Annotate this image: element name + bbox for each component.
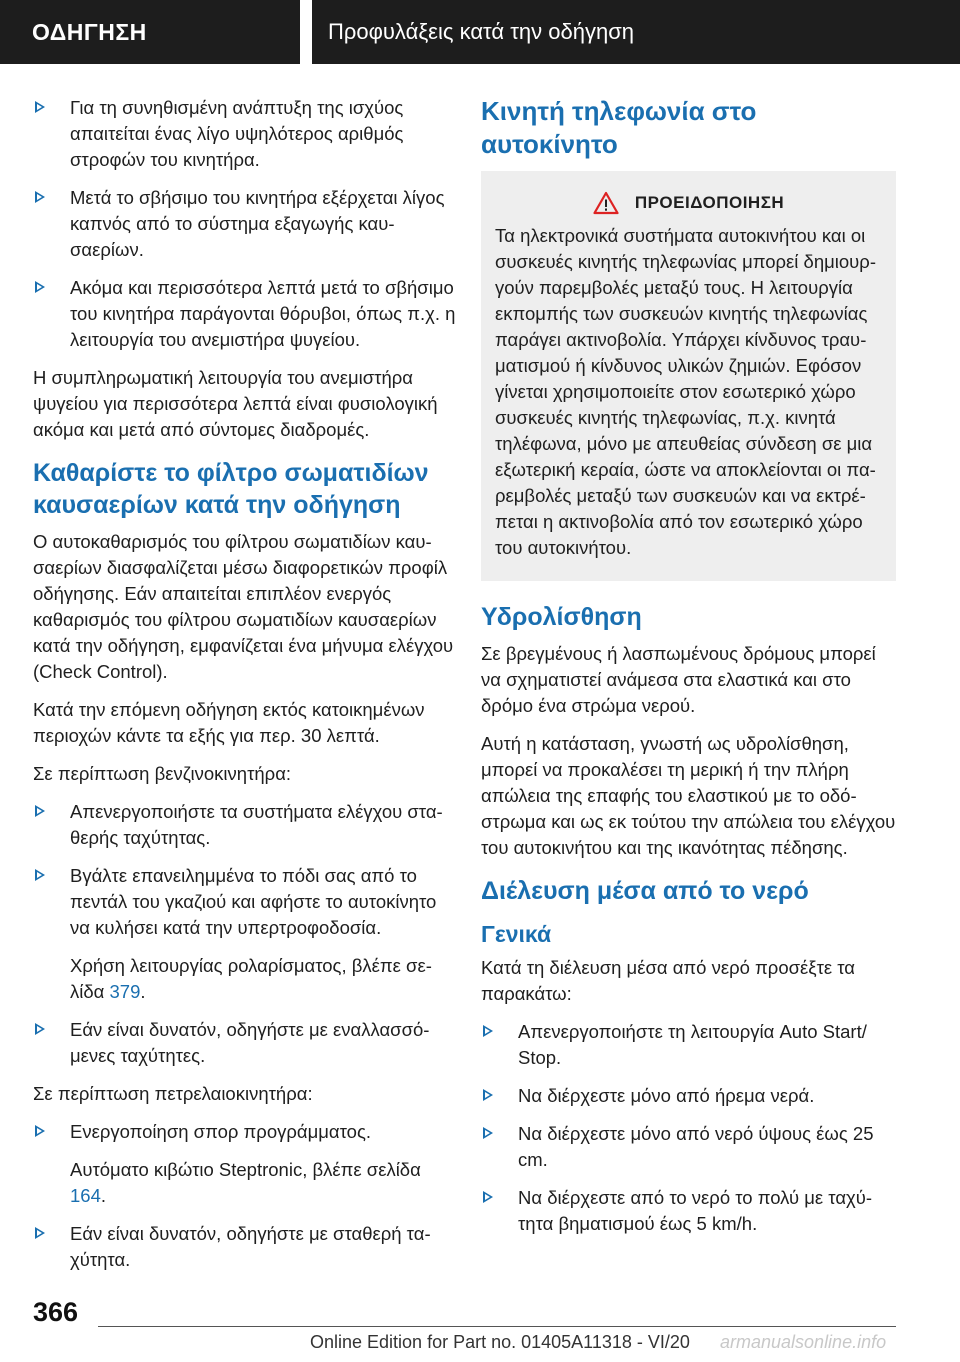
- triangle-bullet-icon: [483, 1191, 493, 1203]
- section-heading: Καθαρίστε το φίλτρο σωματιδίων καυσαερίων κατά την οδήγηση: [33, 459, 429, 519]
- watermark: armanualsonline.info: [720, 1332, 887, 1352]
- header-divider: [300, 0, 312, 64]
- list-item: Μετά το σβήσιμο του κινητήρα εξέρχεται λίγος καπνός από το σύστημα εξαγωγής καυσαερίων.: [33, 185, 458, 263]
- subsection-heading: Γενικά: [481, 921, 552, 947]
- warning-triangle-icon: [593, 191, 619, 215]
- triangle-bullet-icon: [483, 1089, 493, 1101]
- triangle-bullet-icon: [35, 805, 45, 817]
- list-item: Εάν είναι δυνατόν, οδηγήστε με εναλλασσόμενες ταχύτητες.: [33, 1017, 458, 1069]
- triangle-bullet-icon: [35, 191, 45, 203]
- triangle-bullet-icon: [35, 1023, 45, 1035]
- paragraph: Σε βρεγμένους ή λασπωμένους δρόμους μπορεί να σχηματιστεί ανάμεσα στα ελαστικά και στο δρόμο ένα στρώμα νερού.: [481, 643, 876, 716]
- paragraph: Η συμπληρωματική λειτουργία του ανεμιστήρα ψυγείου για περισσότερα λεπτά είναι φυσιολογική ακόμα και μετά από σύντομες διαδρομές.: [33, 367, 438, 440]
- paragraph: Αυτή η κατάσταση, γνωστή ως υδρολίσθηση, μπορεί να προκαλέσει τη μερική ή την πλήρη απώλεια της επαφής του ελαστικού με το οδόστρωμα και ως εκ τούτου την απώλεια του ελέγχου του αυτοκινήτου και της ικανότητας πέδησης.: [481, 733, 896, 858]
- page-link[interactable]: 379: [109, 981, 141, 1002]
- paragraph: Σε περίπτωση βενζινοκινητήρα:: [33, 763, 292, 784]
- warning-text: Τα ηλεκτρονικά συστήματα αυτοκινήτου και οι συσκευές κινητής τηλεφωνίας μπορεί δημιουργούν παρεμβολές μεταξύ τους. Η λειτουργία εκπομπής των συσκευών κινητής τηλεφωνίας παράγει ακτινοβολία. Υπάρχει κίνδυνος τραυματισμού ή κίνδυνος υλικών ζημιών. Εφόσον γίνεται χρησιμοποιείτε στον εσωτερικό χώρο συσκευές κινητής τηλεφωνίας, π.χ. κινητά τηλέφωνα, μόνο με απευθείας σύνδεση σε μια εξωτερική κεραία, ώστε να αποκλείονται οι παρεμβολές μεταξύ των συσκευών και να εκτρέπεται η ακτινοβολία από τον εσωτερικό χώρο του αυτοκινήτου.: [495, 225, 876, 558]
- list-item: Απενεργοποιήστε τη λειτουργία Auto Start/ Stop.: [481, 1019, 896, 1071]
- warning-box: [481, 171, 896, 581]
- page-header: [0, 0, 960, 64]
- list-item: Εάν είναι δυνατόν, οδηγήστε με σταθερή ταχύτητα.: [33, 1221, 458, 1273]
- page-number: 366: [33, 1297, 79, 1327]
- list-item: Ακόμα και περισσότερα λεπτά μετά το σβήσιμο του κινητήρα παράγονται θόρυβοι, όπως π.χ. η λειτουργία του ανεμιστήρα ψυγείου.: [33, 275, 458, 353]
- paragraph: Κατά την επόμενη οδήγηση εκτός κατοικημένων περιοχών κάντε τα εξής για περ. 30 λεπτά.: [33, 699, 425, 746]
- list-item: Απενεργοποιήστε τα συστήματα ελέγχου σταθερής ταχύτητας.: [33, 799, 458, 851]
- indented-note: Χρήση λειτουργίας ρολαρίσματος, βλέπε σελίδα 379.: [70, 955, 432, 1002]
- edition-note: Online Edition for Part no. 01405A11318 - VI/20: [310, 1332, 690, 1352]
- right-column: [481, 95, 896, 1249]
- section-label: ΟΔΗΓΗΣΗ: [0, 0, 300, 64]
- left-column: [33, 95, 458, 1285]
- warning-header: [495, 191, 882, 215]
- triangle-bullet-icon: [35, 1227, 45, 1239]
- list-item: Να διέρχεστε μόνο από νερό ύψους έως 25 cm.: [481, 1121, 896, 1173]
- list-item: Να διέρχεστε μόνο από ήρεμα νερά.: [481, 1083, 896, 1109]
- triangle-bullet-icon: [483, 1127, 493, 1139]
- section-heading: Διέλευση μέσα από το νερό: [481, 877, 809, 905]
- triangle-bullet-icon: [35, 281, 45, 293]
- list-item: Ενεργοποίηση σπορ προγράμματος.: [33, 1119, 458, 1145]
- paragraph: Σε περίπτωση πετρελαιοκινητήρα:: [33, 1083, 313, 1104]
- list-item: Βγάλτε επανειλημμένα το πόδι σας από το πεντάλ του γκαζιού και αφήστε το αυτοκίνητο να κυλήσει κατά την υπερτροφοδοσία.: [33, 863, 458, 941]
- paragraph: Κατά τη διέλευση μέσα από νερό προσέξτε τα παρακάτω:: [481, 957, 856, 1004]
- triangle-bullet-icon: [35, 869, 45, 881]
- warning-label: ΠΡΟΕΙΔΟΠΟΙΗΣΗ: [634, 193, 785, 212]
- triangle-bullet-icon: [483, 1025, 493, 1037]
- triangle-bullet-icon: [35, 101, 45, 113]
- chapter-title: Προφυλάξεις κατά την οδήγηση: [312, 0, 960, 64]
- section-heading: Κινητή τηλεφωνία στο αυτοκίνητο: [481, 96, 757, 159]
- triangle-bullet-icon: [35, 1125, 45, 1137]
- footer-divider: [98, 1326, 896, 1327]
- paragraph: Ο αυτοκαθαρισμός του φίλτρου σωματιδίων καυσαερίων διασφαλίζεται μέσω διαφορετικών προφίλ οδήγησης. Εάν απαιτείται επιπλέον ενεργός καθαρισμός του φίλτρου σωματιδίων καυσαερίων κατά την οδήγηση, εμφανίζεται ένα μήνυμα ελέγχου (Check Control).: [33, 531, 454, 682]
- list-item: Για τη συνηθισμένη ανάπτυξη της ισχύος απαιτείται ένας λίγο υψηλότερος αριθμός στροφών του κινητήρα.: [33, 95, 458, 173]
- page-link[interactable]: 164: [70, 1185, 101, 1206]
- list-item: Να διέρχεστε από το νερό το πολύ με ταχύτητα βηματισμού έως 5 km/h.: [481, 1185, 896, 1237]
- section-heading: Υδρολίσθηση: [481, 603, 642, 631]
- indented-note: Αυτόματο κιβώτιο Steptronic, βλέπε σελίδα 164.: [70, 1159, 421, 1206]
